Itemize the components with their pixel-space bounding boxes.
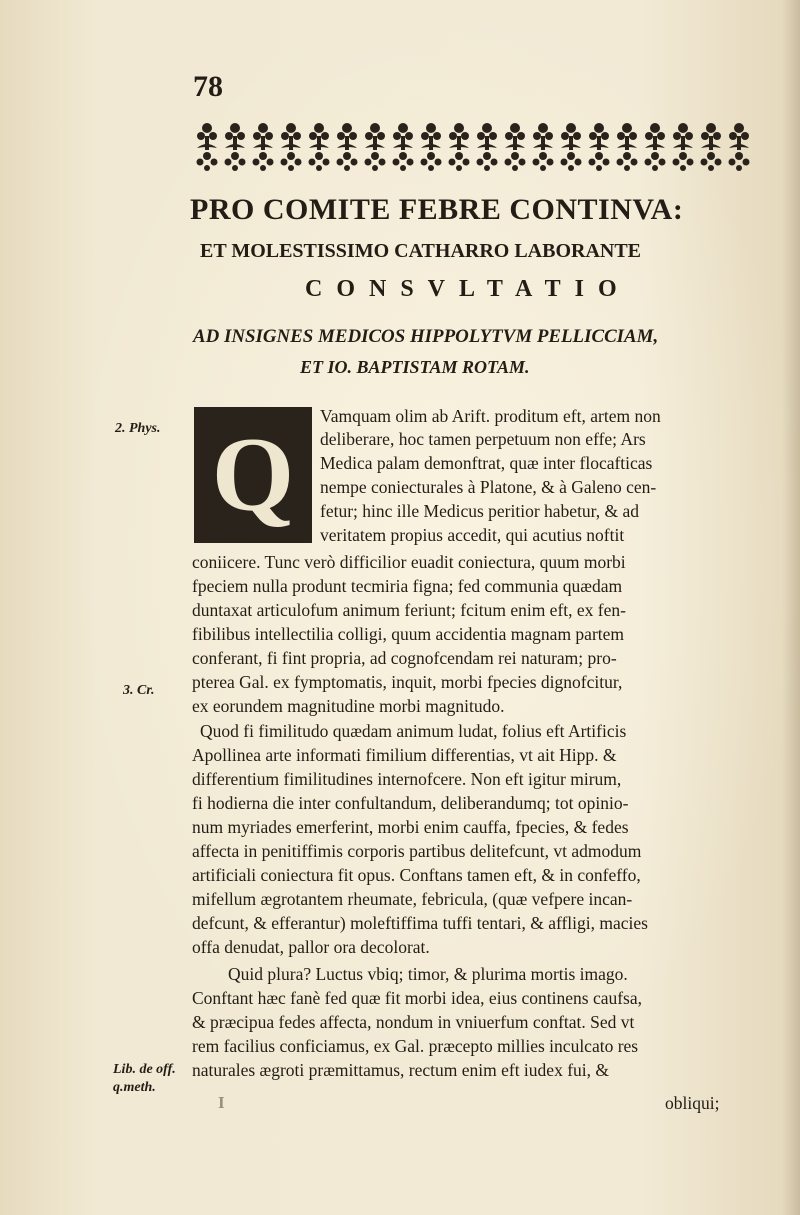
text-line: affecta in penitiffimis corporis partibus delitefcunt, vt admodum	[192, 841, 642, 861]
margin-note-phys: 2. Phys.	[115, 421, 161, 436]
heading-line-4: AD INSIGNES MEDICOS HIPPOLYTVM PELLICCIAM,	[193, 326, 659, 347]
heading-consultatio: CONSVLTATIO	[305, 276, 631, 302]
text-line: defcunt, & efferantur) moleftiffima tuffi tentari, & affligi, macies	[192, 913, 648, 933]
text-line: ex eorundem magnitudine morbi magnitudo.	[192, 696, 505, 716]
text-line: coniicere. Tunc verò difficilior euadit coniectura, quum morbi	[192, 552, 626, 572]
text-line: fibilibus intellectilia colligi, quum accidentia magnam partem	[192, 624, 625, 644]
text-line: duntaxat articulofum animum feriunt; fcitum enim eft, ex fen-	[192, 600, 626, 620]
text-line: & præcipua fedes affecta, nondum in vniuerfum conftat. Sed vt	[192, 1012, 635, 1032]
text-line: Quid plura? Luctus vbiq; timor, & plurima mortis imago.	[228, 964, 628, 984]
text-line: differentium fimilitudines internofcere. Non eft igitur mirum,	[192, 769, 622, 789]
heading-line-2: ET MOLESTISSIMO CATHARRO LABORANTE	[200, 240, 642, 262]
text-line: mifellum ægrotantem rheumate, febricula, (quæ vefpere incan-	[192, 889, 633, 909]
text-line: Vamquam olim ab Arift. proditum eft, artem non	[320, 406, 661, 426]
text-line: deliberare, hoc tamen perpetuum non effe; Ars	[320, 429, 646, 449]
fleuron-band-icon	[193, 118, 765, 172]
page-number: 78	[193, 70, 223, 103]
page-edge-shadow	[782, 0, 800, 1215]
heading-line-1: PRO COMITE FEBRE CONTINVA:	[190, 193, 684, 226]
heading-line-5: ET IO. BAPTISTAM ROTAM.	[300, 357, 530, 377]
text-line: fi hodierna die inter confultandum, deliberandumq; tot opinio-	[192, 793, 629, 813]
text-line: fetur; hinc ille Medicus peritior habetur, & ad	[320, 501, 640, 521]
text-line: nempe coniecturales à Platone, & à Galeno cen-	[320, 477, 657, 497]
text-line: Quod fi fimilitudo quædam animum ludat, folius eft Artificis	[200, 721, 627, 741]
text-line: naturales ægroti præmittamus, rectum enim eft iudex fui, &	[192, 1060, 609, 1080]
text-line: artificiali coniectura fit opus. Conftans tamen eft, & in confeffo,	[192, 865, 641, 885]
signature-mark: I	[218, 1093, 225, 1112]
text-line: conferant, fi fint propria, ad cognofcendam rei naturam; pro-	[192, 648, 617, 668]
margin-note-meth: q.meth.	[113, 1080, 156, 1095]
text-line: fpeciem nulla produnt tecmiria figna; fed communia quædam	[192, 576, 623, 596]
text-line: Apollinea arte informati fimilium differentias, vt ait Hipp. &	[192, 745, 617, 765]
margin-note-lib: Lib. de off.	[113, 1062, 176, 1077]
drop-cap-initial	[194, 407, 312, 543]
text-line: offa denudat, pallor ora decolorat.	[192, 937, 430, 957]
text-line: num myriades emerferint, morbi enim cauffa, fpecies, & fedes	[192, 817, 629, 837]
text-line: Medica palam demonftrat, quæ inter flocafticas	[320, 453, 653, 473]
margin-note-cr: 3. Cr.	[123, 683, 155, 698]
text-line: pterea Gal. ex fymptomatis, inquit, morbi fpecies dignofcitur,	[192, 672, 623, 692]
text-line: rem facilius conficiamus, ex Gal. præcepto millies inculcato res	[192, 1036, 639, 1056]
catchword: obliqui;	[665, 1093, 720, 1113]
text-line: veritatem propius accedit, qui acutius noftit	[320, 525, 625, 545]
text-line: Conftant hæc fanè fed quæ fit morbi idea, eius continens caufsa,	[192, 988, 643, 1008]
drop-cap-letter: Q	[211, 416, 295, 533]
